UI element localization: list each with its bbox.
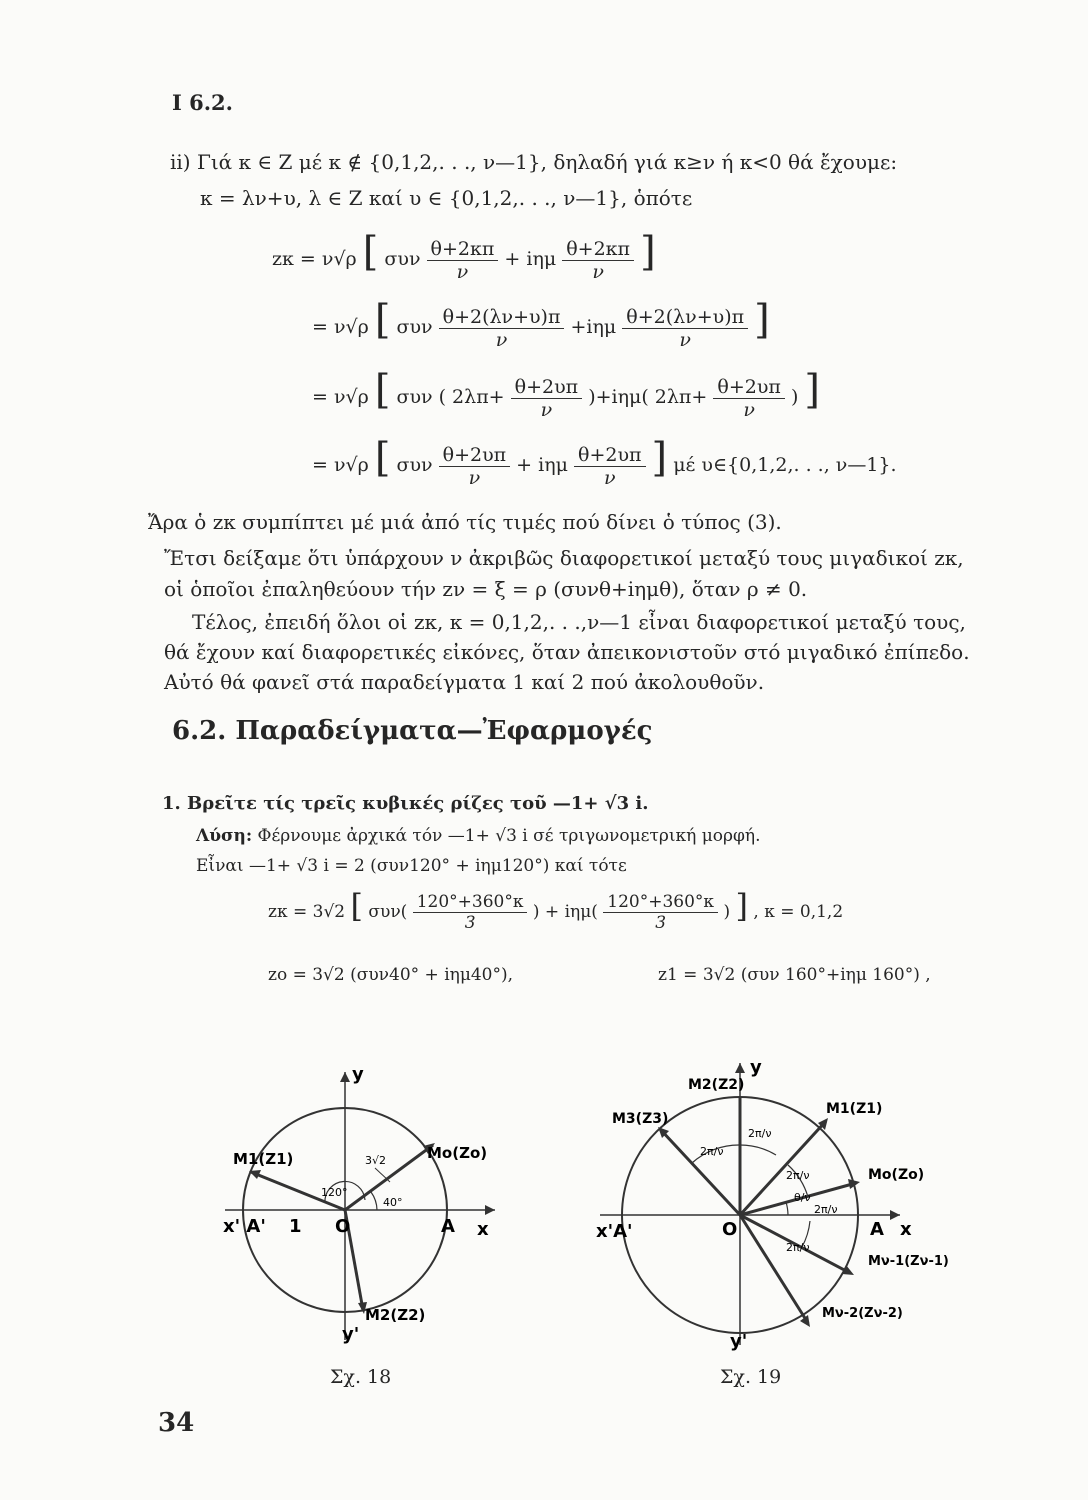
equation-line-1 <box>272 229 656 283</box>
eq1-open-bracket: [ <box>362 229 379 275</box>
fig18-label-y: y <box>352 1064 364 1085</box>
eq3-close-bracket: ] <box>804 367 821 413</box>
fig18-label-x-prime: x' A' <box>223 1216 266 1237</box>
fig19-label-m2: M2(Z2) <box>688 1077 745 1093</box>
fig19-label-frac-1: 2π/ν <box>748 1127 772 1140</box>
fig19-label-frac-5: 2π/ν <box>786 1241 810 1254</box>
page-number: 34 <box>158 1408 195 1438</box>
solution-text: Φέρνουμε ἀρχικά τόν —1+ √3 i σέ τριγωνομετρική μορφή. <box>252 826 761 846</box>
eq3-part-c: ) <box>790 386 799 408</box>
eq4-den-1: ν <box>468 466 481 489</box>
zk-formula <box>268 887 844 933</box>
eq4-imu: + iημ <box>516 454 568 476</box>
paragraph-3-line-1: Τέλος, ἐπειδή ὅλοι οἱ zκ, κ = 0,1,2,. . .,ν—1 εἶναι διαφορετικοί μεταξύ τους, <box>192 610 966 634</box>
eq2-open-bracket: [ <box>374 297 391 343</box>
fig19-label-m1: M1(Z1) <box>826 1101 883 1117</box>
eq2-root: ν√ρ <box>333 316 369 338</box>
equation-line-4 <box>312 435 897 489</box>
eq4-lhs: = <box>312 454 334 476</box>
eq3-part-b: )+iημ( 2λπ+ <box>588 386 708 408</box>
eq3-root: ν√ρ <box>333 386 369 408</box>
eq1-root: ν√ρ <box>321 248 357 270</box>
fig19-arc-2 <box>740 1145 776 1155</box>
einai-line: Εἶναι —1+ √3 i = 2 (συν120° + iημ120°) καί τότε <box>196 856 627 876</box>
fig19-x-arrow <box>890 1210 900 1220</box>
fig18-label-root: 3√2 <box>365 1154 387 1167</box>
eq3-open-bracket: [ <box>374 367 391 413</box>
fig19-label-y: y <box>750 1057 762 1078</box>
fig19-label-frac-4: 2π/ν <box>814 1203 838 1216</box>
paragraph-2-line-1: Ἔτσι δείξαμε ὅτι ὑπάρχουν ν ἀκριβῶς διαφορετικοί μεταξύ τους μιγαδικοί zκ, <box>164 546 964 570</box>
zk-syn: συν( <box>368 902 408 922</box>
fig18-label-y-prime: y' <box>342 1324 360 1345</box>
solution-label: Λύση: <box>196 826 253 846</box>
fig18-label-40: 40° <box>383 1196 403 1209</box>
eq4-frac-1 <box>439 444 511 489</box>
eq2-num-1: θ+2(λν+υ)π <box>439 306 565 329</box>
eq2-frac-1 <box>439 306 565 351</box>
figure-19 <box>590 1055 949 1355</box>
zk-num-1: 120°+360°κ <box>413 892 528 913</box>
fig19-label-frac-3: 2π/ν <box>786 1169 810 1182</box>
fig19-caption: Σχ. 19 <box>720 1366 782 1388</box>
paragraph-3-line-3: Αὐτό θά φανεῖ στά παραδείγματα 1 καί 2 πού ἀκολουθοῦν. <box>164 670 765 694</box>
eq1-den-2: ν <box>592 260 604 283</box>
zk-open-bracket: [ <box>350 887 363 925</box>
section-reference: I 6.2. <box>172 90 233 115</box>
zk-den-1: 3 <box>464 913 476 933</box>
equation-line-2 <box>312 297 770 351</box>
eq3-num-1: θ+2υπ <box>511 376 583 399</box>
kappa-decomposition-line: κ = λν+υ, λ ∈ Z καί υ ∈ {0,1,2,. . ., ν—1}, ὁπότε <box>200 186 693 210</box>
fig19-label-x: x <box>900 1219 912 1240</box>
eq4-close-bracket: ] <box>651 435 668 481</box>
fig19-arrow-mv1 <box>842 1265 854 1275</box>
fig19-vector-mv2 <box>740 1215 808 1323</box>
eq4-open-bracket: [ <box>374 435 391 481</box>
z0-line: zo = 3√2 (συν40° + iημ40°), <box>268 965 514 985</box>
fig18-root-pointer <box>375 1168 390 1182</box>
fig18-label-120: 120° <box>321 1186 348 1199</box>
zk-frac-1 <box>413 892 528 933</box>
case-ii-line: ii) Γιά κ ∈ Z μέ κ ∉ {0,1,2,. . ., ν—1}, δηλαδή γιά κ≥ν ή κ<0 θά ἔχουμε: <box>170 150 898 174</box>
eq2-close-bracket: ] <box>754 297 770 343</box>
fig19-label-theta: θ/ν <box>794 1191 811 1204</box>
fig19-label-y-prime: y' <box>730 1331 748 1352</box>
eq1-num-1: θ+2κπ <box>427 238 499 261</box>
zk-root: 3√2 <box>312 902 346 922</box>
zk-kvals: , κ = 0,1,2 <box>753 902 844 922</box>
zk-close-bracket: ] <box>735 887 748 925</box>
eq1-frac-2 <box>562 238 634 283</box>
zk-lhs: zκ = <box>268 902 313 922</box>
solution-line <box>196 826 761 846</box>
eq2-lhs: = <box>312 316 334 338</box>
fig18-caption: Σχ. 18 <box>330 1366 392 1388</box>
zk-mid: ) + iημ( <box>532 902 598 922</box>
section-heading: 6.2. Παραδείγματα—Ἐφαρμογές <box>172 716 653 746</box>
eq3-lhs: = <box>312 386 334 408</box>
eq1-lhs: zκ = <box>272 248 322 270</box>
eq4-num-1: θ+2υπ <box>439 444 511 467</box>
eq3-part-a: συν ( 2λπ+ <box>396 386 505 408</box>
fig19-label-mv1: Mν-1(Zν-1) <box>868 1254 949 1269</box>
fig19-label-frac-2: 2π/ν <box>700 1145 724 1158</box>
fig18-arc-40 <box>371 1192 377 1210</box>
fig19-label-m0: Mo(Zo) <box>868 1167 925 1183</box>
eq4-tail: μέ υ∈{0,1,2,. . ., ν—1}. <box>673 454 897 476</box>
eq4-root: ν√ρ <box>333 454 369 476</box>
fig19-arc-theta <box>786 1202 788 1215</box>
zk-den-2: 3 <box>655 913 667 933</box>
eq3-frac-2 <box>713 376 785 421</box>
fig19-label-m3: M3(Z3) <box>612 1111 669 1127</box>
fig18-label-x: x <box>477 1219 489 1240</box>
eq2-den-2: ν <box>679 328 691 351</box>
fig19-label-a: A <box>870 1219 884 1240</box>
eq4-num-2: θ+2υπ <box>574 444 646 467</box>
fig19-vector-m3 <box>660 1129 740 1215</box>
eq4-den-2: ν <box>603 466 616 489</box>
eq1-close-bracket: ] <box>640 229 656 275</box>
zk-end: ) <box>723 902 731 922</box>
fig18-x-arrow <box>485 1205 495 1215</box>
fig18-label-a: A <box>441 1216 455 1237</box>
eq3-den-2: ν <box>743 398 755 421</box>
example-1-title: 1. Βρεῖτε τίς τρεῖς κυβικές ρίζες τοῦ —1+ √3 i. <box>162 793 649 814</box>
fig19-label-mv2: Mν-2(Zν-2) <box>822 1306 903 1321</box>
zk-num-2: 120°+360°κ <box>603 892 718 913</box>
eq2-num-2: θ+2(λν+υ)π <box>622 306 748 329</box>
fig18-label-m2: M2(Z2) <box>365 1306 426 1324</box>
fig18-label-origin: O <box>335 1216 351 1237</box>
equation-line-3 <box>312 367 821 421</box>
z1-line: z1 = 3√2 (συν 160°+iημ 160°) , <box>658 965 931 985</box>
fig19-label-origin: O <box>722 1219 738 1240</box>
zk-frac-2 <box>603 892 718 933</box>
eq4-frac-2 <box>574 444 646 489</box>
fig18-label-m1: M1(Z1) <box>233 1150 294 1168</box>
figure-18 <box>215 1060 515 1350</box>
eq3-num-2: θ+2υπ <box>713 376 785 399</box>
eq3-den-1: ν <box>540 398 553 421</box>
eq1-num-2: θ+2κπ <box>562 238 634 261</box>
paragraph-2-line-2: οἱ ὁποῖοι ἐπαληθεύουν τήν zν = ξ = ρ (συνθ+iημθ), ὅταν ρ ≠ 0. <box>164 577 808 601</box>
eq1-syn: συν <box>384 248 421 270</box>
eq3-frac-1 <box>511 376 583 421</box>
fig19-label-x-prime: x'A' <box>596 1221 633 1242</box>
eq2-imu: +iημ <box>570 316 617 338</box>
paragraph-3-line-2: θά ἔχουν καί διαφορετικές εἰκόνες, ὅταν ἀπεικονιστοῦν στό μιγαδικό ἐπίπεδο. <box>164 640 970 664</box>
paragraph-1: Ἄρα ὁ zκ συμπίπτει μέ μιά ἀπό τίς τιμές πού δίνει ὁ τύπος (3). <box>148 510 782 534</box>
eq4-syn: συν <box>396 454 433 476</box>
fig18-y-arrow <box>340 1072 350 1082</box>
eq1-den-1: ν <box>456 260 469 283</box>
fig18-label-m0: Mo(Zo) <box>427 1144 488 1162</box>
eq2-frac-2 <box>622 306 748 351</box>
fig18-label-one: 1 <box>289 1216 302 1237</box>
fig19-y-arrow <box>735 1063 745 1073</box>
eq1-imu: + iημ <box>504 248 557 270</box>
eq2-den-1: ν <box>495 328 508 351</box>
eq2-syn: συν <box>396 316 433 338</box>
eq1-frac-1 <box>427 238 499 283</box>
